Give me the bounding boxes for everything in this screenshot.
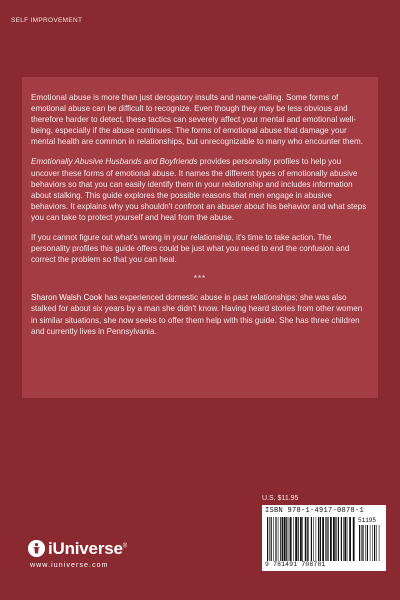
description-panel <box>22 77 378 398</box>
author-bio <box>31 292 369 336</box>
category-label: SELF IMPROVEMENT <box>11 17 83 24</box>
publisher-url: www.iuniverse.com <box>30 562 109 569</box>
barcode-addon-number: 51195 <box>358 517 377 524</box>
section-separator: *** <box>193 274 207 284</box>
book-title: Emotionally Abusive Husbands and Boyfriends <box>31 157 198 167</box>
publisher-logo <box>28 540 168 580</box>
description-paragraph-2-text: provides personality profiles to help you uncover these forms of emotional abuse. It names the different types of emotionally abusive behaviors so that you can easily identify them in your relationship and includes information about stalking. This guide explores the possible reasons that men engage in abusive behaviors. It explains why you shouldn't confront an abuser about his behavior and what steps you can take to protect yourself and heal from the abuse. <box>31 157 367 222</box>
isbn-text: ISBN 978-1-4917-0878-1 <box>265 507 365 515</box>
price-label: U.S. $11.95 <box>262 495 299 502</box>
author-bio-text: has experienced domestic abuse in past relationships; she was also stalked for about six years by a man she didn't know. Having heard stories from other women in similar situations, she now seeks to offer them help with this guide. She has three children and currently lives in Pennsylvania. <box>31 293 363 336</box>
description-paragraph-3: If you cannot figure out what's wrong in your relationship, it's time to take action. The personality profiles this guide offers could be just what you need to end the confusion and correct the problem so that you can heal. <box>31 233 350 265</box>
barcode <box>262 505 386 571</box>
publisher-name: iUniverse® <box>48 539 127 558</box>
author-name: Sharon Walsh Cook <box>31 293 103 303</box>
description-paragraph-1: Emotional abuse is more than just derogatory insults and name-calling. Some forms of emotional abuse can be difficult to recognize. Even though they may be less obvious and therefore harder to detect, these tactics can severely affect your mental and emotional well-being, especially if the abuse continues. The forms of emotional abuse that damage your mental health are common in relationships, but unrecognizable to many who encounter them. <box>31 93 363 147</box>
iuniverse-logo-icon <box>28 540 45 557</box>
description-paragraph-2 <box>31 156 369 223</box>
barcode-digits: 9 781491 708781 <box>265 561 326 568</box>
